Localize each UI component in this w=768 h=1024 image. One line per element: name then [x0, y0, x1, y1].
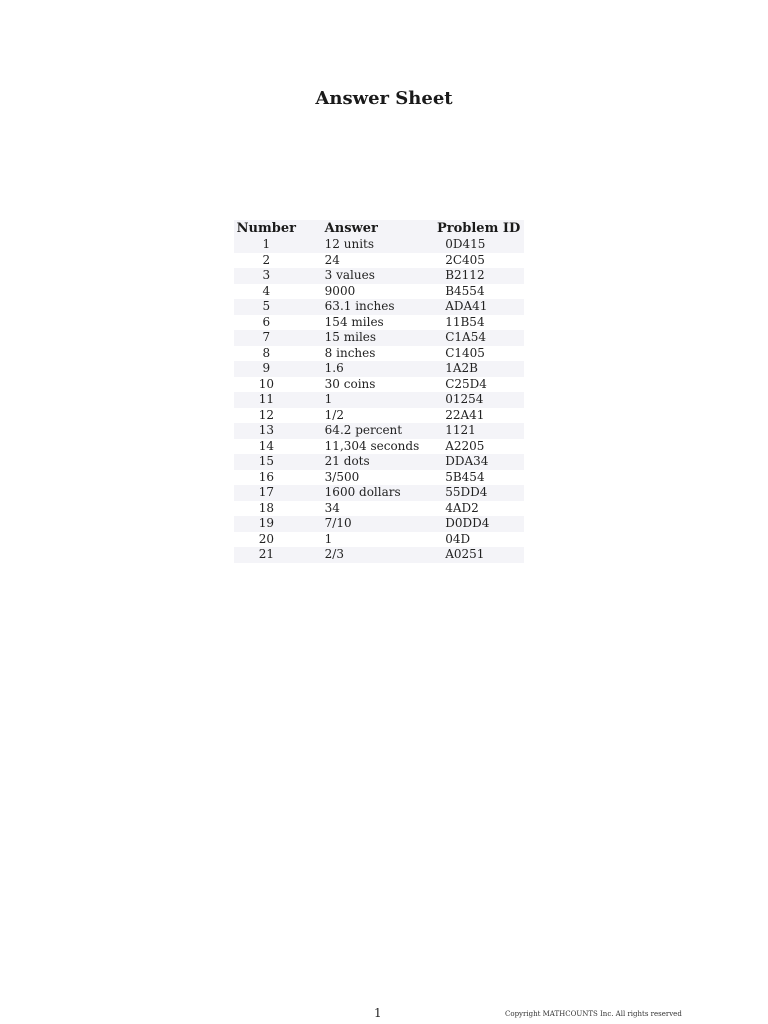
cell-answer: 30 coins — [324, 376, 376, 391]
cell-number: 12 — [258, 407, 274, 422]
cell-number: 21 — [258, 547, 274, 561]
cell-problem-id: C1405 — [445, 345, 485, 360]
cell-answer: 34 — [324, 500, 340, 515]
cell-answer: 24 — [324, 252, 340, 267]
page-number: 1 — [374, 1006, 382, 1020]
cell-problem-id: 04D — [445, 531, 471, 546]
cell-problem-id: 4AD2 — [445, 500, 479, 515]
table-row — [234, 268, 524, 284]
table-row — [234, 454, 524, 470]
cell-number: 10 — [258, 376, 274, 391]
cell-number: 6 — [262, 314, 271, 329]
cell-problem-id: B4554 — [445, 283, 485, 298]
cell-answer: 12 units — [324, 237, 375, 251]
table-row — [234, 516, 524, 532]
cell-problem-id: 1A2B — [445, 361, 478, 375]
table-row — [234, 532, 524, 548]
table-row — [234, 392, 524, 408]
cell-problem-id: 1121 — [445, 423, 476, 437]
table-row — [234, 361, 524, 377]
header-number: Number — [236, 220, 296, 236]
cell-answer: 1/2 — [324, 407, 344, 422]
cell-problem-id: C1A54 — [445, 330, 486, 344]
cell-problem-id: D0DD4 — [445, 516, 490, 530]
cell-answer: 9000 — [324, 283, 356, 298]
cell-answer: 64.2 percent — [324, 423, 403, 437]
table-row — [234, 346, 524, 362]
answer-rows — [234, 237, 524, 563]
table-row — [234, 377, 524, 393]
cell-number: 14 — [258, 438, 274, 453]
cell-answer: 1 — [324, 531, 333, 546]
table-row — [234, 315, 524, 331]
table-row — [234, 547, 524, 563]
answer-table — [234, 220, 524, 563]
cell-answer: 3/500 — [324, 469, 360, 484]
cell-answer: 3 values — [324, 268, 375, 282]
cell-answer: 154 miles — [324, 314, 384, 329]
cell-number: 2 — [262, 252, 271, 267]
cell-number: 15 — [258, 454, 274, 468]
table-row — [234, 501, 524, 517]
cell-answer: 15 miles — [324, 330, 377, 344]
table-row — [234, 284, 524, 300]
cell-number: 5 — [262, 299, 271, 313]
cell-problem-id: DDA34 — [445, 454, 489, 468]
cell-answer: 63.1 inches — [324, 299, 395, 313]
cell-problem-id: 2C405 — [445, 252, 485, 267]
cell-number: 18 — [258, 500, 274, 515]
cell-answer: 7/10 — [324, 516, 352, 530]
cell-answer: 2/3 — [324, 547, 344, 561]
cell-answer: 21 dots — [324, 454, 370, 468]
copyright-notice: Copyright MATHCOUNTS Inc. All rights reserved — [505, 1010, 682, 1018]
cell-answer: 1600 dollars — [324, 485, 401, 499]
table-row — [234, 253, 524, 269]
cell-number: 9 — [262, 361, 271, 375]
table-row — [234, 470, 524, 486]
cell-number: 17 — [258, 485, 274, 499]
cell-problem-id: 22A41 — [445, 407, 485, 422]
header-problem-id: Problem ID — [436, 220, 521, 236]
cell-problem-id: 5B454 — [445, 469, 485, 484]
cell-problem-id: C25D4 — [445, 376, 487, 391]
table-row — [234, 439, 524, 455]
table-row — [234, 423, 524, 439]
cell-problem-id: A2205 — [445, 438, 485, 453]
table-row — [234, 408, 524, 424]
cell-number: 19 — [258, 516, 274, 530]
table-row — [234, 485, 524, 501]
cell-problem-id: ADA41 — [445, 299, 488, 313]
cell-problem-id: A0251 — [445, 547, 485, 561]
page-title: Answer Sheet — [315, 88, 453, 109]
cell-problem-id: 11B54 — [445, 314, 485, 329]
table-row — [234, 330, 524, 346]
cell-number: 13 — [258, 423, 274, 437]
header-answer: Answer — [324, 220, 378, 236]
table-row — [234, 237, 524, 253]
cell-number: 20 — [258, 531, 274, 546]
cell-answer: 8 inches — [324, 345, 376, 360]
cell-number: 7 — [262, 330, 271, 344]
cell-problem-id: 55DD4 — [445, 485, 488, 499]
cell-problem-id: 01254 — [445, 392, 484, 406]
table-header-row — [234, 220, 524, 237]
cell-answer: 1 — [324, 392, 333, 406]
cell-number: 16 — [258, 469, 274, 484]
cell-answer: 11,304 seconds — [324, 438, 420, 453]
cell-number: 3 — [262, 268, 271, 282]
table-row — [234, 299, 524, 315]
cell-number: 8 — [262, 345, 271, 360]
cell-number: 1 — [262, 237, 271, 251]
cell-answer: 1.6 — [324, 361, 344, 375]
cell-number: 11 — [258, 392, 274, 406]
cell-number: 4 — [262, 283, 271, 298]
cell-problem-id: B2112 — [445, 268, 485, 282]
cell-problem-id: 0D415 — [445, 237, 486, 251]
